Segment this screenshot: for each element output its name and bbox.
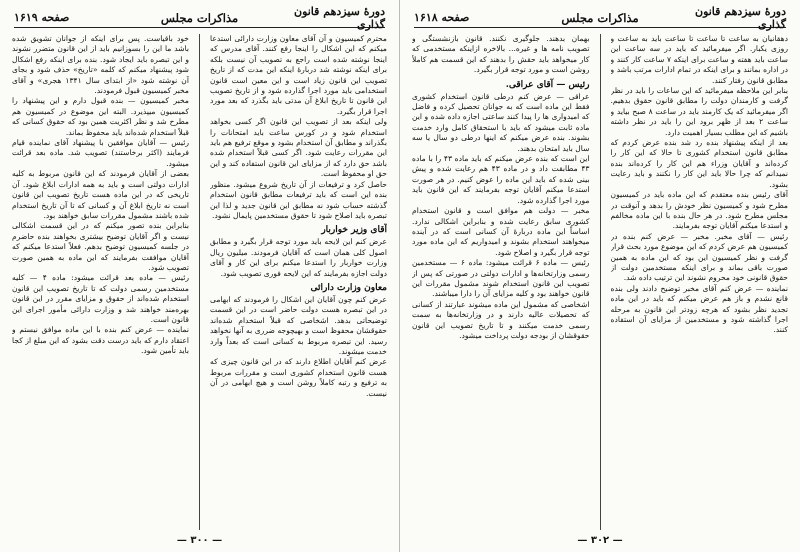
body-paragraph: رئیس — آقای مخبر. مخبر — عرض کنم بنده در کمیسیون هم عرض کردم که این موضوع مورد بحث قرار گرفت و نظر کمیسیون این بود که این ماده به همین صورت باقی بماند و برای اینکه مستخدمین دولت از حقوق قانونی خود محروم نشوند این ترتیب داده شد. xyxy=(610,231,788,283)
body-paragraph: عرض کنم این لایحه باید مورد توجه قرار بگیرد و مطابق اصول کلی همان است که آقایان فرمودند. میلیون ریال وزارت خواربار را استدعا میکنم برای این کار و آقای دولت اجازه بفرمایند که این لایحه فوری تصویب شود. xyxy=(210,237,387,278)
body-paragraph: بنابراین بنده تصور میکنم که در این قسمت اشکالی نیست و اگر آقایان توضیح بیشتری بخواهند بنده حاضرم در جلسه کمیسیون توضیح بدهم. فعلاً استدعا میکنم که آقایان موافقت بفرمایند که این ماده به همین صورت تصویب شود. xyxy=(12,221,189,272)
body-paragraph: رئیس — آقایان موافقین با پیشنهاد آقای نماینده قیام فرمایند (اکثر برخاستند) تصویب شد. ماده بعد قرائت میشود. xyxy=(12,138,189,168)
body-paragraph: نماینده — عرض کنم آقای مخبر توضیح دادند ولی بنده قانع نشدم و باز هم عرض میکنم که باید در این ماده تجدید نظر بشود که هرچه زودتر این قانون به مرحله اجرا گذاشته شود و مستخدمین از مزایای آن استفاده کنند. xyxy=(610,283,788,335)
body-paragraph: خود باقیاست. پس برای اینکه از جوانان تشویق شده باشد ما این را بسوزانیم باید از این قانون متضرر نشوند و این تبصره باید ایجاد شود. بنده برای اینکه رفع اشکال شود پیشنهاد میکنم که کلمه «تاریخ» حذف شود و بجای آن نوشته شود «از ابتدای سال ۱۳۴۱ هجری» و آقای مخبر کمیسیون قبول فرمودند. xyxy=(12,34,189,96)
speaker-heading: رئیس — آقای عراقی. xyxy=(505,79,590,90)
right-running-header xyxy=(414,4,786,31)
body-paragraph: این است که بنده عرض میکنم که باید ماده ۴۳ را با ماده ۴۳ مطابقت داد و در ماده ۴۳ هم رعایت شده و پیش بینی شده که باید این ماده را عوض کنیم. در هر صورت استدعا میکنم آقایان توجه بفرمایند که این قانون باید مورد اجرا گذارده شود. xyxy=(412,154,590,205)
left-page-column-right xyxy=(210,34,387,530)
left-session-title: دورهٔ سیزدهم قانون گذاری xyxy=(293,4,385,31)
body-paragraph: عراقی — عرض کنم درطی قانون استخدام کشوری فقط این ماده است که به جوانان تحصیل کرده و فاضل که امیدواری ها را پیدا کنند ساعتی اجازه داده شده و این ماده ثابت میشود که باید با استحقاق کامل وارد خدمت بشوند. بنده عرض میکنم که اینها درطی دو سال یا سه سال باید امتحان بدهند. xyxy=(412,91,590,153)
body-paragraph: بنابر این ملاحظه میفرمائید که این ساعات را باید در نظر گرفت و کارمندان دولت را مطابق قانون حقوق بدهیم. اگر میفرمائید که یک کارمند باید در ساعت ۸ صبح بیاید و ساعت ۲ بعد از ظهر برود این را باید در نظر داشته باشیم که این مطلب بسیار اهمیت دارد. xyxy=(610,86,788,137)
right-page-column-right xyxy=(611,34,789,530)
body-paragraph: محترم کمیسیون و آن آقای معاون وزارت دارائی استدعا میکنم که این اشکال را اینجا رفع کنند. آقای مدرس که اینجا نوشته شده است راجع به تصویب آن نیست بلکه برای اینکه نوشته شد دربارهٔ اینکه این مدت که از تاریخ تصویب این قانون زیاد است و این معین است قانون استخدامی باید مورد اجرا گذارده شود و از تاریخ تصویب این قانون تا تاریخ ابلاغ آن مدتی باید بگذرد که بعد مورد اجرا قرار بگیرد. xyxy=(210,34,387,116)
body-paragraph: حاصل کرد و ترفیعات از آن تاریخ شروع میشود. منظور بنده این است که باید ترفیعات مطابق قانون استخدام گذشته حساب شود نه مطابق این قانون جدید و لذا این تبصره باید اصلاح شود تا حقوق مستخدمین پایمال نشود. xyxy=(210,179,387,220)
right-columns xyxy=(412,34,788,530)
right-page xyxy=(400,0,800,552)
left-page-number: صفحه ۱۶۱۹ xyxy=(14,11,70,24)
left-journal-title: مذاکرات مجلس xyxy=(160,10,239,25)
column-divider xyxy=(199,34,200,530)
right-folio: — ۳۰۲ — xyxy=(577,535,623,546)
speaker-heading: آقای وزیر خواربار xyxy=(321,225,387,236)
body-paragraph: عرض کنم آقایان اطلاع دارند که در این قانون چیزی که هست قانون استخدام کشوری است و مقررات مربوط به ترفیع و رتبه کاملاً روشن است و هیچ ابهامی در آن نیست. xyxy=(210,357,387,398)
body-paragraph: بهمان بدهند. جلوگیری نکنند. قانون بازنشستگی و تصویب نامه ها و غیره... بالاخره ازاینکه مستخدمی که کار میخواهد باید حقش را بدهند که این قسمت هم کاملاً روشن است و مورد توجه قرار بگیرد. xyxy=(412,34,590,75)
body-paragraph: اشخاصی که مشمول این ماده میشوند عبارتند از کسانی که تحصیلات عالیه دارند و در وزارتخانه‌ها به سمت رسمی خدمت میکنند و تا تاریخ تصویب این قانون حقوقشان از بودجه دولت پرداخت میشود. xyxy=(412,299,590,340)
left-running-header xyxy=(14,4,385,31)
body-paragraph: عرض کنم چون آقایان این اشکال را فرمودند که ابهامی در این تبصره هست دولت حاضر است در این قسمت توضیحاتی بدهد. اشخاصی که قبلاً استخدام شده‌اند حقوقشان محفوظ است و بهیچوجه ضرری به آنها نخواهد رسید. این تبصره مربوط به کسانی است که بعداً وارد خدمت میشوند. xyxy=(210,294,387,356)
body-paragraph: دهقانیان به ساعت تا ساعت تا ساعت باید به ساعت و روزی یکبار. اگر میفرمائید که باید در سه ساعت این ساعت باید هفته و ساعت برای اینکه ۷ ساعت کار کنند و در اداره بمانند و برای اینکه در تمام ادارات مرتب باشد و مطابق قانون رفتار کنند. xyxy=(610,34,788,85)
body-paragraph: بعد از اینکه پیشنهاد بنده رد شد بنده عرض کردم که مطابق قانون استخدام کشوری تا حالا که این کار را کرده‌اند و آقایان وزراء هم این کار را کرده‌اند بنده نمیدانم که چرا حالا باید این کار را نکنند و باید رعایت بشود. xyxy=(610,138,788,189)
left-folio: — ۳۰۰ — xyxy=(176,535,223,546)
right-page-column-left xyxy=(412,34,590,530)
left-page-column-left xyxy=(12,34,189,530)
speaker-heading: معاون وزارت دارائی xyxy=(310,282,387,293)
body-paragraph: رئیس — ماده ۶ قرائت میشود: ماده ۶ — مستخدمین رسمی وزارتخانه‌ها و ادارات دولتی در صورتی که پس از تصویب این قانون استخدام شوند مشمول مقررات این قانون خواهند بود و کلیه مزایای آن را دارا میباشند. xyxy=(412,258,590,299)
body-paragraph: آقای رئیس بنده معتقدم که این ماده باید در کمیسیون مطرح شود و کمیسیون نظر خودش را بدهد و آنوقت در مجلس مطرح شود. در هر حال بنده با این ماده مخالفم و استدعا میکنم آقایان توجه بفرمایند. xyxy=(610,190,788,231)
body-paragraph: مخبر — دولت هم موافق است و قانون استخدام کشوری سابق رعایت شده و بنابراین اشکالی ندارد. اساساً این ماده دربارهٔ آن کسانی است که در آینده میخواهند استخدام بشوند و امیدواریم که این ماده مورد توجه قرار بگیرد و اصلاح شود. xyxy=(412,206,590,257)
right-journal-title: مذاکرات مجلس xyxy=(561,10,639,25)
body-paragraph: ولی اینکه بعد از تصویب این قانون اگر کسی بخواهد استخدام شود و در کورس ساعت باید امتحانات را بگذراند و مطابق آن استخدام بشود و موقع ترفیع هم باید این مقررات رعایت شود. اگر کسی قبلاً استخدام شده باشد حق دارد که از مزایای این قانون استفاده کند و این حق او محفوظ است. xyxy=(210,117,387,179)
right-page-number: صفحه ۱۶۱۸ xyxy=(414,11,470,24)
left-columns xyxy=(12,34,387,530)
body-paragraph: نماینده — عرض کنم بنده با این ماده موافق نیستم و اعتقاد دارم که باید درست دقت بشود که این مبلغ از کجا باید تأمین شود. xyxy=(12,325,189,356)
column-divider xyxy=(600,34,601,530)
body-paragraph: بعضی از آقایان فرمودند که این قانون مربوط به کلیه ادارات دولتی است و باید به همه ادارات ابلاغ شود. آن تاریخی که در این ماده هست تاریخ تصویب این قانون است نه تاریخ ابلاغ آن و کسانی که تا آن تاریخ استخدام شده باشند مشمول مقررات سابق خواهند بود. xyxy=(12,169,189,220)
body-paragraph: رئیس — ماده بعد قرائت میشود: ماده ۴ — کلیه مستخدمین رسمی دولت که تا تاریخ تصویب این قانون استخدام شده‌اند از حقوق و مزایای مقرر در این قانون بهره‌مند خواهند شد و وزارت دارائی مأمور اجرای این قانون است. xyxy=(12,273,189,324)
right-session-title: دورهٔ سیزدهم قانون گذاری xyxy=(694,4,786,31)
body-paragraph: مخبر کمیسیون — بنده قبول دارم و این پیشنهاد را کمیسیون میپذیرد. البته این موضوع در کمیسیون هم مطرح شد و نظر اکثریت همین بود که حقوق کسانی که قبلاً استخدام شده‌اند باید محفوظ بماند. xyxy=(12,96,189,137)
